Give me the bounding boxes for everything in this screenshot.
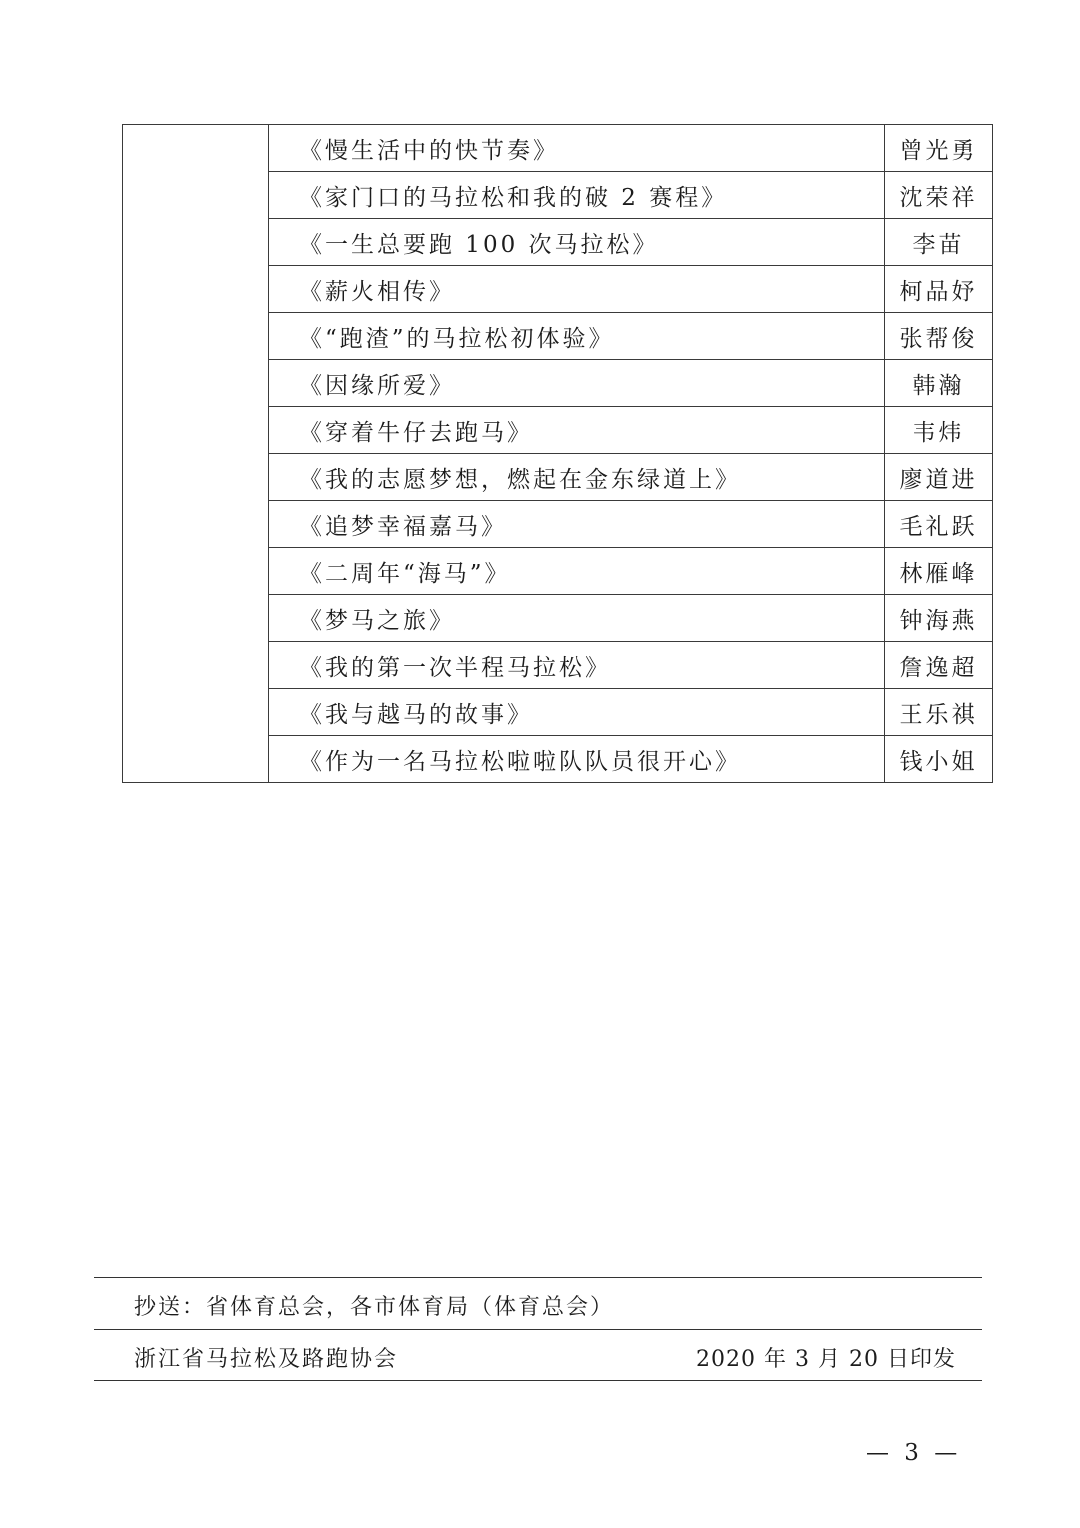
author-name: 韦炜	[885, 407, 993, 454]
essay-title: 《因缘所爱》	[269, 360, 885, 407]
essay-title: 《我的志愿梦想，燃起在金东绿道上》	[269, 454, 885, 501]
cc-line: 抄送：省体育总会，各市体育局（体育总会）	[134, 1295, 615, 1320]
table-row	[123, 125, 993, 172]
author-name: 李苗	[885, 219, 993, 266]
author-name: 钟海燕	[885, 595, 993, 642]
essay-title: 《慢生活中的快节奏》	[269, 125, 885, 172]
essay-title: 《梦马之旅》	[269, 595, 885, 642]
essay-title: 《薪火相传》	[269, 266, 885, 313]
footer-middle-rule	[94, 1329, 982, 1330]
essay-title: 《穿着牛仔去跑马》	[269, 407, 885, 454]
essay-title: 《一生总要跑 100 次马拉松》	[269, 219, 885, 266]
essay-title: 《家门口的马拉松和我的破 2 赛程》	[269, 172, 885, 219]
author-name: 柯品妤	[885, 266, 993, 313]
essay-title: 《我的第一次半程马拉松》	[269, 642, 885, 689]
award-table	[122, 124, 993, 783]
footer-bottom-rule	[94, 1380, 982, 1381]
author-name: 韩瀚	[885, 360, 993, 407]
author-name: 曾光勇	[885, 125, 993, 172]
category-cell	[123, 125, 269, 783]
page-number: — 3 —	[866, 1440, 962, 1466]
author-name: 王乐祺	[885, 689, 993, 736]
author-name: 廖道进	[885, 454, 993, 501]
essay-title: 《我与越马的故事》	[269, 689, 885, 736]
essay-title: 《追梦幸福嘉马》	[269, 501, 885, 548]
author-name: 钱小姐	[885, 736, 993, 783]
essay-title: 《作为一名马拉松啦啦队队员很开心》	[269, 736, 885, 783]
author-name: 沈荣祥	[885, 172, 993, 219]
issue-date: 2020 年 3 月 20 日印发	[696, 1347, 956, 1372]
author-name: 张帮俊	[885, 313, 993, 360]
author-name: 毛礼跃	[885, 501, 993, 548]
author-name: 林雁峰	[885, 548, 993, 595]
award-table-body	[123, 125, 993, 783]
essay-title: 《二周年“海马”》	[269, 548, 885, 595]
author-name: 詹逸超	[885, 642, 993, 689]
essay-title: 《“跑渣”的马拉松初体验》	[269, 313, 885, 360]
issuer: 浙江省马拉松及路跑协会	[134, 1347, 399, 1372]
footer-top-rule	[94, 1277, 982, 1278]
